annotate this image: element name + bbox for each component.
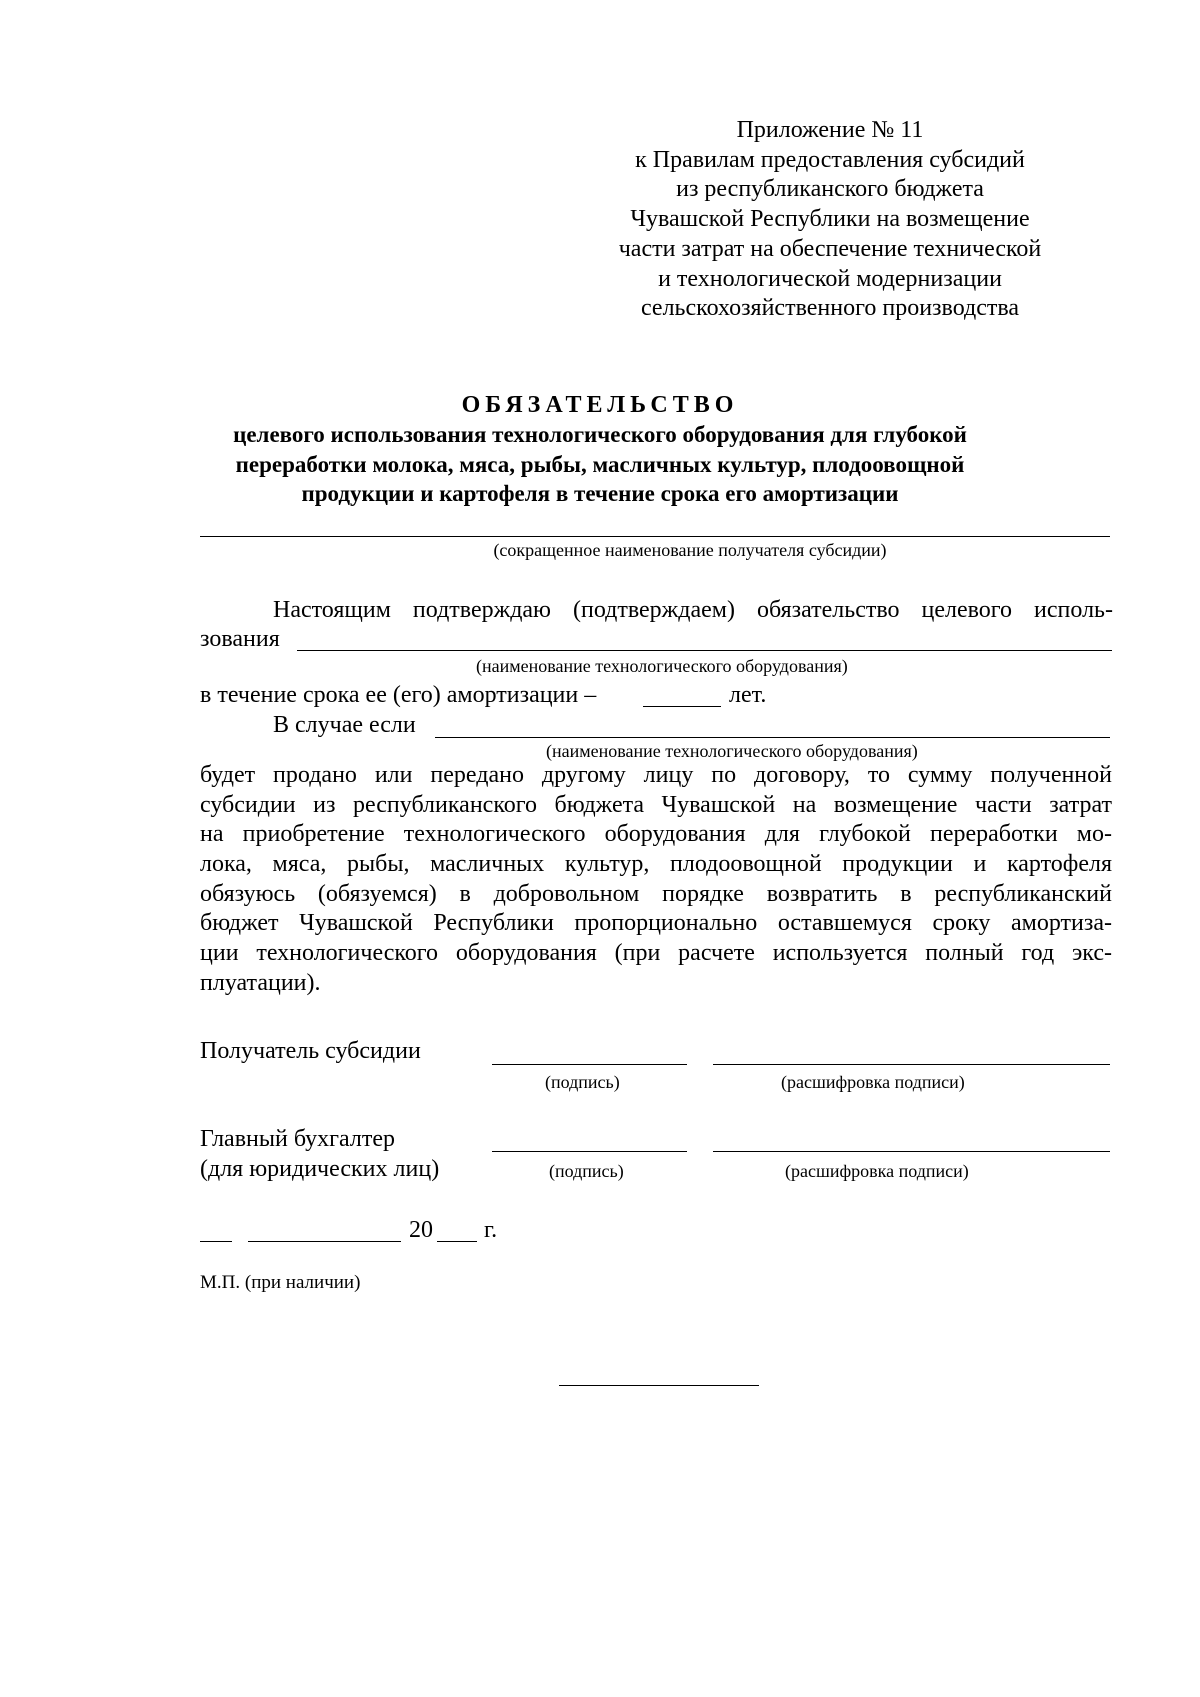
annex-line: Чувашской Республики на возмещение [630,206,1030,233]
paragraph-line: лока, мяса, рыбы, масличных культур, плодоовощной продукции и картофеля [200,851,1112,878]
recipient-decoding-blank[interactable] [713,1064,1110,1065]
annex-line: к Правилам предоставления субсидий [635,146,1025,173]
annex-line: Приложение № 11 [736,117,924,143]
subtitle-line: продукции и картофеля в течение срока его амортизации [301,481,899,506]
paragraph-line: плуатации). [200,969,321,996]
accountant-sublabel: (для юридических лиц) [200,1156,440,1182]
signature-caption: (подпись) [549,1161,624,1181]
date-year-suffix: г. [484,1217,498,1243]
obligation-paragraph [200,761,1112,999]
accountant-signature-blank[interactable] [492,1151,687,1152]
decoding-caption: (расшифровка подписи) [785,1161,969,1181]
subtitle-line: переработки молока, мяса, рыбы, масличных культур, плодоовощной [235,451,965,477]
term-prefix: в течение срока ее (его) амортизации – [200,682,597,708]
date-day-blank[interactable] [200,1241,232,1242]
term-years-blank[interactable] [643,706,721,707]
recipient-label: Получатель субсидии [200,1038,421,1064]
date-month-blank[interactable] [248,1241,401,1242]
stamp-note: М.П. (при наличии) [200,1272,361,1293]
equipment-name-blank-1[interactable] [297,650,1112,651]
subtitle-line: целевого использования технологического оборудования для глубокой [233,422,967,447]
paragraph-line: субсидии из республиканского бюджета Чувашской на возмещение части затрат [200,791,1112,818]
accountant-label: Главный бухгалтер [200,1126,395,1152]
term-suffix: лет. [729,682,767,708]
equipment-caption-1: (наименование технологического оборудования) [476,656,848,676]
recipient-caption: (сокращенное наименование получателя субсидии) [493,540,887,560]
decoding-caption: (расшифровка подписи) [781,1072,965,1092]
para1-line2-prefix: зования [200,626,280,652]
equipment-caption-2: (наименование технологического оборудования) [546,741,918,761]
date-year-blank[interactable] [437,1241,477,1242]
paragraph-line: будет продано или передано другому лицу по договору, то сумму полученной [200,762,1112,788]
case-prefix: В случае если [273,712,416,738]
annex-line: из республиканского бюджета [676,176,984,203]
recipient-signature-blank[interactable] [492,1064,687,1065]
paragraph-line: бюджет Чувашской Республики пропорционально оставшемуся сроку амортиза- [200,910,1112,937]
paragraph-line: обязуюсь (обязуемся) в добровольном порядке возвратить в республиканский [200,880,1112,907]
annex-line: части затрат на обеспечение технической [618,235,1042,262]
recipient-name-blank[interactable] [200,536,1110,537]
document-subtitle [190,420,1010,509]
para1-line1: Настоящим подтверждаю (подтверждаем) обязательство целевого исполь- [273,597,1113,623]
closing-separator [559,1385,759,1386]
annex-line: сельскохозяйственного производства [640,295,1020,322]
date-year-prefix: 20 [409,1217,433,1243]
paragraph-line: на приобретение технологического оборудования для глубокой переработки мо- [200,821,1112,848]
annex-header [560,116,1100,324]
document-title: ОБЯЗАТЕЛЬСТВО [461,392,739,418]
accountant-decoding-blank[interactable] [713,1151,1110,1152]
signature-caption: (подпись) [545,1072,620,1092]
equipment-name-blank-2[interactable] [435,737,1110,738]
annex-line: и технологической модернизации [658,265,1002,292]
paragraph-line: ции технологического оборудования (при расчете используется полный год экс- [200,940,1112,967]
